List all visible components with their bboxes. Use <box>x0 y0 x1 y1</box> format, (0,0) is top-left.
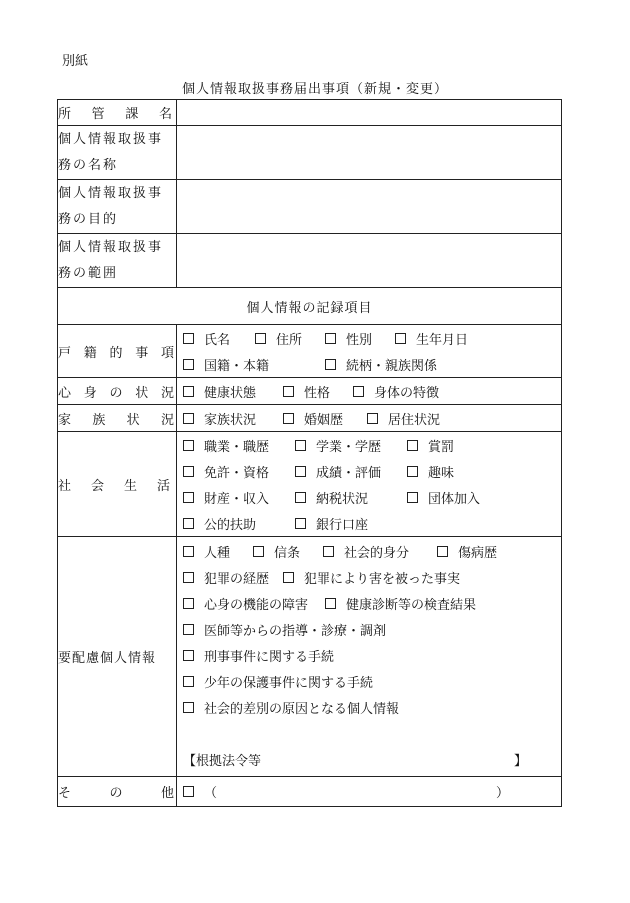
option-label: 団体加入 <box>428 491 481 507</box>
checkbox-icon[interactable] <box>183 466 194 477</box>
checkbox-option[interactable] <box>183 462 295 481</box>
option-label: 学業・学歴 <box>316 439 382 455</box>
checkbox-icon[interactable] <box>183 702 194 713</box>
division-label <box>58 100 177 126</box>
checkbox-option[interactable] <box>183 568 283 587</box>
checkbox-icon[interactable] <box>183 440 194 451</box>
checkbox-option[interactable] <box>407 488 480 507</box>
option-label: 国籍・本籍 <box>204 358 270 374</box>
checkbox-icon[interactable] <box>183 359 194 370</box>
checkbox-icon[interactable] <box>295 466 306 477</box>
label-char: 管 <box>91 107 105 122</box>
checkbox-option[interactable] <box>353 382 439 401</box>
option-label: 性格 <box>304 385 331 401</box>
checkbox-option[interactable] <box>325 329 395 348</box>
checkbox-option[interactable] <box>367 409 440 428</box>
checkbox-option[interactable] <box>283 409 367 428</box>
option-label: 傷病歴 <box>458 545 498 561</box>
label-line: 務の名称 <box>58 158 119 173</box>
option-label: 職業・職歴 <box>204 439 270 455</box>
label-char: 項 <box>160 345 174 361</box>
option-label: 人種 <box>204 545 231 561</box>
legal-basis-field[interactable] <box>177 746 561 772</box>
checkbox-icon[interactable] <box>295 492 306 503</box>
checkbox-option[interactable] <box>183 620 386 639</box>
label-char: 事 <box>135 345 149 361</box>
task-scope-label <box>58 234 177 288</box>
checkbox-icon[interactable] <box>407 440 418 451</box>
checkbox-icon[interactable] <box>437 546 448 557</box>
checkbox-option[interactable] <box>295 514 368 533</box>
option-label: 社会的差別の原因となる個人情報 <box>204 701 400 717</box>
checkbox-option[interactable] <box>183 542 253 561</box>
checkbox-icon[interactable] <box>395 333 406 344</box>
option-label: 公的扶助 <box>204 517 257 533</box>
checkbox-icon[interactable] <box>283 413 294 424</box>
label-char: 生 <box>123 478 137 494</box>
option-label: 免許・資格 <box>204 465 270 481</box>
checkbox-icon[interactable] <box>183 518 194 529</box>
checkbox-option[interactable] <box>395 329 468 348</box>
other-label <box>58 777 177 807</box>
checkbox-icon[interactable] <box>407 492 418 503</box>
label-char: 活 <box>156 478 170 494</box>
checkbox-option[interactable] <box>183 355 325 374</box>
physical-options <box>177 378 562 405</box>
checkbox-option[interactable] <box>283 382 353 401</box>
option-label: 居住状況 <box>388 412 441 428</box>
checkbox-icon[interactable] <box>183 413 194 424</box>
label-char: 心 <box>58 385 72 401</box>
label-char: 課 <box>125 107 139 122</box>
option-label: 住所 <box>276 332 303 348</box>
label-line: 務の範囲 <box>58 266 119 281</box>
label-char: 籍 <box>83 345 97 361</box>
label-char: の <box>109 786 123 801</box>
form-title: 個人情報取扱事務届出事項（新規・変更） <box>181 82 448 97</box>
family-options <box>177 405 562 432</box>
checkbox-icon[interactable] <box>367 413 378 424</box>
family-label <box>58 405 177 432</box>
option-label: 生年月日 <box>416 332 469 348</box>
option-label: 賞罰 <box>428 439 455 455</box>
sensitive-label <box>58 537 177 777</box>
checkbox-icon[interactable] <box>253 546 264 557</box>
checkbox-option[interactable] <box>183 436 295 455</box>
paren-close: ） <box>495 786 509 801</box>
label-line: 個人情報取扱事 <box>58 240 164 255</box>
checkbox-option[interactable] <box>183 382 283 401</box>
label-line: 務の目的 <box>58 212 119 227</box>
label-char: 況 <box>160 385 174 401</box>
label-char: そ <box>58 786 72 801</box>
label-char: 族 <box>92 412 106 428</box>
label-char: 名 <box>158 107 172 122</box>
checkbox-option[interactable] <box>295 488 407 507</box>
checkbox-option[interactable] <box>283 568 460 587</box>
option-label: 続柄・親族関係 <box>346 358 438 374</box>
checkbox-icon[interactable] <box>183 386 194 397</box>
option-label: 趣味 <box>428 465 455 481</box>
option-label: 少年の保護事件に関する手続 <box>204 675 374 691</box>
checkbox-option[interactable] <box>323 542 437 561</box>
option-label: 成績・評価 <box>316 465 382 481</box>
checkbox-icon[interactable] <box>325 333 336 344</box>
checkbox-icon[interactable] <box>183 598 194 609</box>
checkbox-icon[interactable] <box>283 386 294 397</box>
checkbox-icon[interactable] <box>255 333 266 344</box>
task-name-label <box>58 126 177 180</box>
checkbox-icon[interactable] <box>295 440 306 451</box>
checkbox-option[interactable] <box>183 782 217 801</box>
task-scope-field[interactable] <box>177 234 562 288</box>
paren-open: （ <box>204 786 218 801</box>
checkbox-option[interactable] <box>295 436 407 455</box>
label-char: 身 <box>83 385 97 401</box>
option-label: 財産・収入 <box>204 491 270 507</box>
checkbox-icon[interactable] <box>183 786 194 797</box>
task-purpose-label <box>58 180 177 234</box>
checkbox-option[interactable] <box>183 594 325 613</box>
checkbox-icon[interactable] <box>183 676 194 687</box>
checkbox-option[interactable] <box>183 672 373 691</box>
sensitive-options <box>177 537 562 777</box>
appendix-label: 別紙 <box>62 54 89 69</box>
label-line: 個人情報取扱事 <box>58 132 164 147</box>
label-char: 状 <box>135 385 149 401</box>
checkbox-option[interactable] <box>407 436 454 455</box>
label-char: 戸 <box>58 345 72 361</box>
checkbox-icon[interactable] <box>325 598 336 609</box>
label-char: 所 <box>58 107 72 122</box>
division-field[interactable] <box>177 100 562 126</box>
checkbox-icon[interactable] <box>183 492 194 503</box>
option-label: 健康診断等の検査結果 <box>346 597 477 613</box>
checkbox-icon[interactable] <box>295 518 306 529</box>
option-label: 信条 <box>274 545 301 561</box>
social-options <box>177 432 562 537</box>
task-purpose-field[interactable] <box>177 180 562 234</box>
option-label: 心身の機能の障害 <box>204 597 309 613</box>
checkbox-option[interactable] <box>183 514 295 533</box>
option-label: 性別 <box>346 332 373 348</box>
checkbox-icon[interactable] <box>183 546 194 557</box>
option-label: 婚姻歴 <box>304 412 344 428</box>
label-char: 他 <box>160 786 174 801</box>
checkbox-icon[interactable] <box>283 572 294 583</box>
checkbox-icon[interactable] <box>183 333 194 344</box>
option-label: 家族状況 <box>204 412 257 428</box>
checkbox-option[interactable] <box>255 329 325 348</box>
label-char: 的 <box>109 345 123 361</box>
option-label: 社会的身分 <box>344 545 410 561</box>
option-label: 氏名 <box>204 332 231 348</box>
family-registry-options <box>177 325 562 378</box>
checkbox-option[interactable] <box>183 488 295 507</box>
label-char: 状 <box>126 412 140 428</box>
registration-form-table <box>57 99 562 807</box>
family-registry-label <box>58 325 177 378</box>
checkbox-icon[interactable] <box>183 650 194 661</box>
physical-label <box>58 378 177 405</box>
checkbox-option[interactable] <box>407 462 454 481</box>
checkbox-option[interactable] <box>183 409 283 428</box>
checkbox-option[interactable] <box>325 355 437 374</box>
checkbox-icon[interactable] <box>183 624 194 635</box>
checkbox-icon[interactable] <box>407 466 418 477</box>
label-char: 会 <box>90 478 104 494</box>
label-char: の <box>109 385 123 401</box>
checkbox-option[interactable] <box>253 542 323 561</box>
checkbox-option[interactable] <box>183 646 334 665</box>
option-label: 犯罪の経歴 <box>204 571 270 587</box>
label-char: 社 <box>58 478 72 494</box>
option-label: 医師等からの指導・診療・調剤 <box>204 623 387 639</box>
option-label: 身体の特徴 <box>374 385 440 401</box>
other-options <box>177 777 562 807</box>
label-char: 況 <box>160 412 174 428</box>
option-label: 健康状態 <box>204 385 257 401</box>
task-name-field[interactable] <box>177 126 562 180</box>
checkbox-icon[interactable] <box>325 359 336 370</box>
checkbox-option[interactable] <box>183 698 399 717</box>
social-label <box>58 432 177 537</box>
checkbox-option[interactable] <box>183 329 255 348</box>
checkbox-option[interactable] <box>325 594 476 613</box>
checkbox-icon[interactable] <box>353 386 364 397</box>
checkbox-icon[interactable] <box>323 546 334 557</box>
label-text: 要配慮個人情報 <box>58 651 157 666</box>
legal-basis-close: 】 <box>513 753 527 769</box>
option-label: 犯罪により害を被った事実 <box>304 571 461 587</box>
label-line: 個人情報取扱事 <box>58 186 164 201</box>
legal-basis-label: 【根拠法令等 <box>183 753 262 769</box>
checkbox-option[interactable] <box>295 462 407 481</box>
option-label: 銀行口座 <box>316 517 369 533</box>
section-header: 個人情報の記録項目 <box>58 288 562 325</box>
checkbox-icon[interactable] <box>183 572 194 583</box>
option-label: 刑事事件に関する手続 <box>204 649 335 665</box>
checkbox-option[interactable] <box>437 542 497 561</box>
label-char: 家 <box>58 412 72 428</box>
option-label: 納税状況 <box>316 491 369 507</box>
